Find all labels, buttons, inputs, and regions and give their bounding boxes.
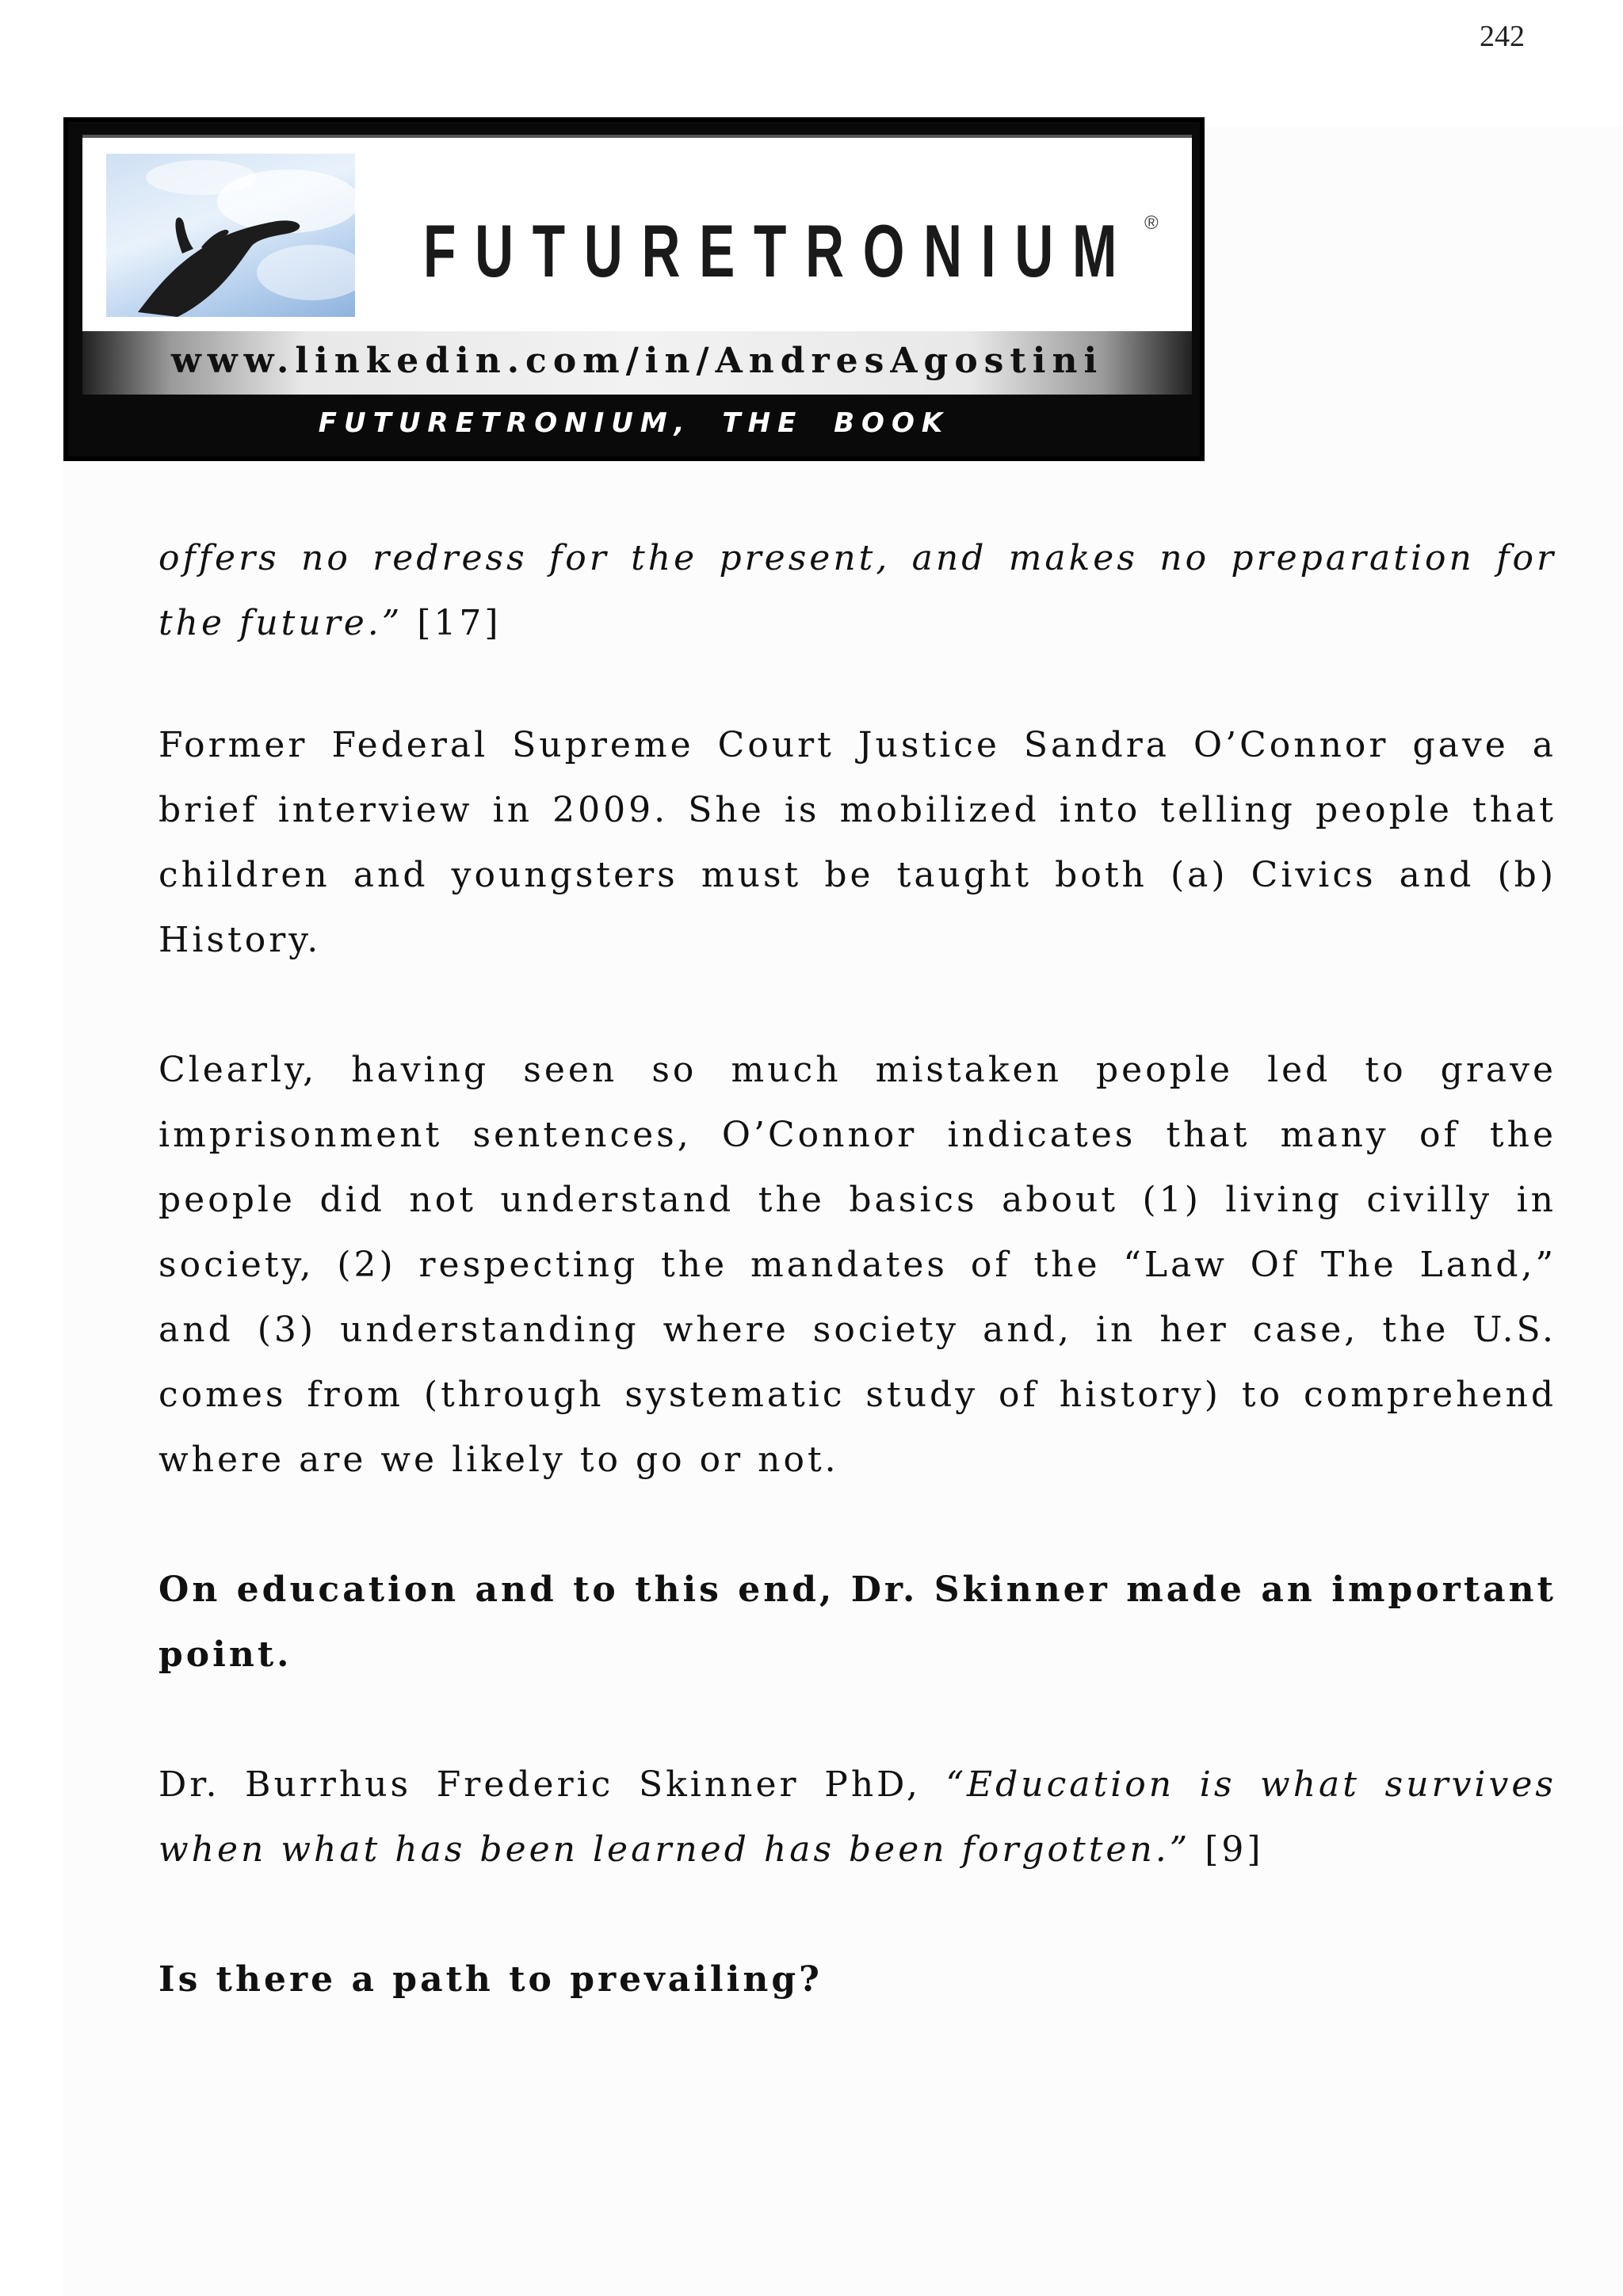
paragraph-quote-continuation (158, 526, 1556, 656)
registered-mark: ® (1144, 212, 1159, 234)
citation-ref: [17] (403, 603, 502, 643)
paragraph-oconnor-basics: Clearly, having seen so much mistaken people led to grave imprisonment sentences, O’Connor indicates that many of the people did not understand the basics about (1) living civilly in society, (2) respecting the mandates of the “Law Of The Land,” and (3) understanding where society and, in her case, the U.S. comes from (through systematic study of history) to comprehend where are we likely to go or not. (158, 1050, 1556, 1480)
section-question-heading: Is there a path to prevailing? (158, 1959, 823, 2000)
paragraph-skinner-quote (158, 1753, 1556, 1882)
skinner-quote-text: “Education is what survives when what has been learned has been forgotten.” (158, 1764, 1556, 1870)
hand-reaching-sky-icon (106, 154, 355, 317)
book-banner (63, 117, 1205, 461)
brand-name: FUTURETRONIUM (423, 209, 1136, 292)
page-number: 242 (1480, 20, 1525, 53)
paragraph-oconnor-interview: Former Federal Supreme Court Justice Sandra O’Connor gave a brief interview in 2009. She is mobilized into telling people that children and youngsters must be taught both (a) Civics and (b) History. (158, 725, 1556, 960)
banner-logo-area (82, 135, 1192, 331)
citation-ref: [9] (1190, 1829, 1264, 1870)
skinner-lead: Dr. Burrhus Frederic Skinner PhD, (158, 1764, 946, 1805)
quote-text: offers no redress for the present, and makes no preparation for the future.” (158, 538, 1556, 643)
url-bar (82, 331, 1192, 395)
paragraph-skinner-intro: On education and to this end, Dr. Skinner made an important point. (158, 1569, 1556, 1675)
book-subtitle: FUTURETRONIUM, THE BOOK (318, 407, 950, 439)
linkedin-url: www.linkedin.com/in/AndresAgostini (170, 341, 1104, 381)
